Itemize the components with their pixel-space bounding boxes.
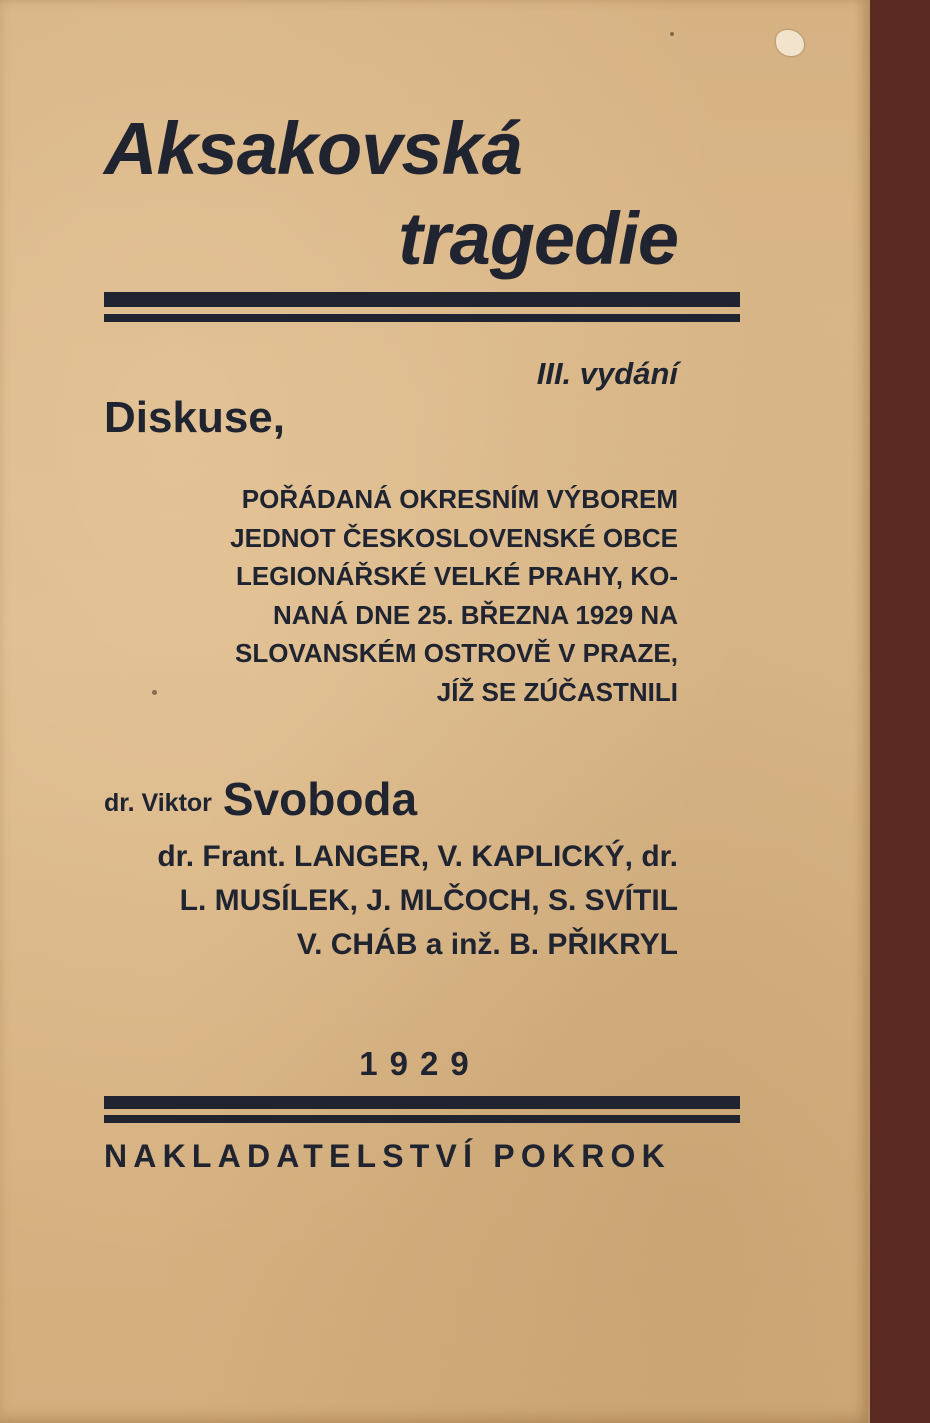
publisher-name: NAKLADATELSTVÍ POKROK (104, 1138, 671, 1174)
title-line-1: Aksakovská (104, 107, 522, 190)
bottom-rule-thin (104, 1115, 740, 1123)
description-line: LEGIONÁŘSKÉ VELKÉ PRAHY, KO- (235, 561, 678, 591)
authors-line-1: dr. Frant. LANGER, V. KAPLICKÝ, dr. (157, 840, 678, 873)
description-line: JÍŽ SE ZÚČASTNILI (436, 676, 678, 707)
paper-tear-mark (776, 30, 804, 56)
main-author-prefix: dr. Viktor (104, 789, 212, 817)
description-line: POŘÁDANÁ OKRESNÍM VÝBOREM (241, 484, 678, 514)
publication-year: 1929 (359, 1045, 481, 1082)
paper-spot (670, 32, 674, 36)
top-rule-thick (104, 292, 740, 307)
description-line: JEDNOT ČESKOSLOVENSKÉ OBCE (230, 522, 678, 553)
title-line-2: tragedie (398, 197, 678, 280)
description-line: NANÁ DNE 25. BŘEZNA 1929 NA (272, 599, 678, 630)
main-author-name: Svoboda (222, 773, 418, 825)
edition-label: III. vydání (536, 356, 678, 391)
main-author (104, 772, 417, 826)
description-paragraph (118, 480, 678, 711)
top-rule-thin (104, 314, 740, 322)
description-line: SLOVANSKÉM OSTROVĚ V PRAZE, (234, 638, 678, 668)
heading-diskuse: Diskuse, (104, 393, 285, 442)
bottom-rule-thick (104, 1096, 740, 1109)
authors-line-2: L. MUSÍLEK, J. MLČOCH, S. SVÍTIL (179, 884, 678, 917)
authors-line-3: V. CHÁB a inž. B. PŘIKRYL (296, 928, 678, 961)
